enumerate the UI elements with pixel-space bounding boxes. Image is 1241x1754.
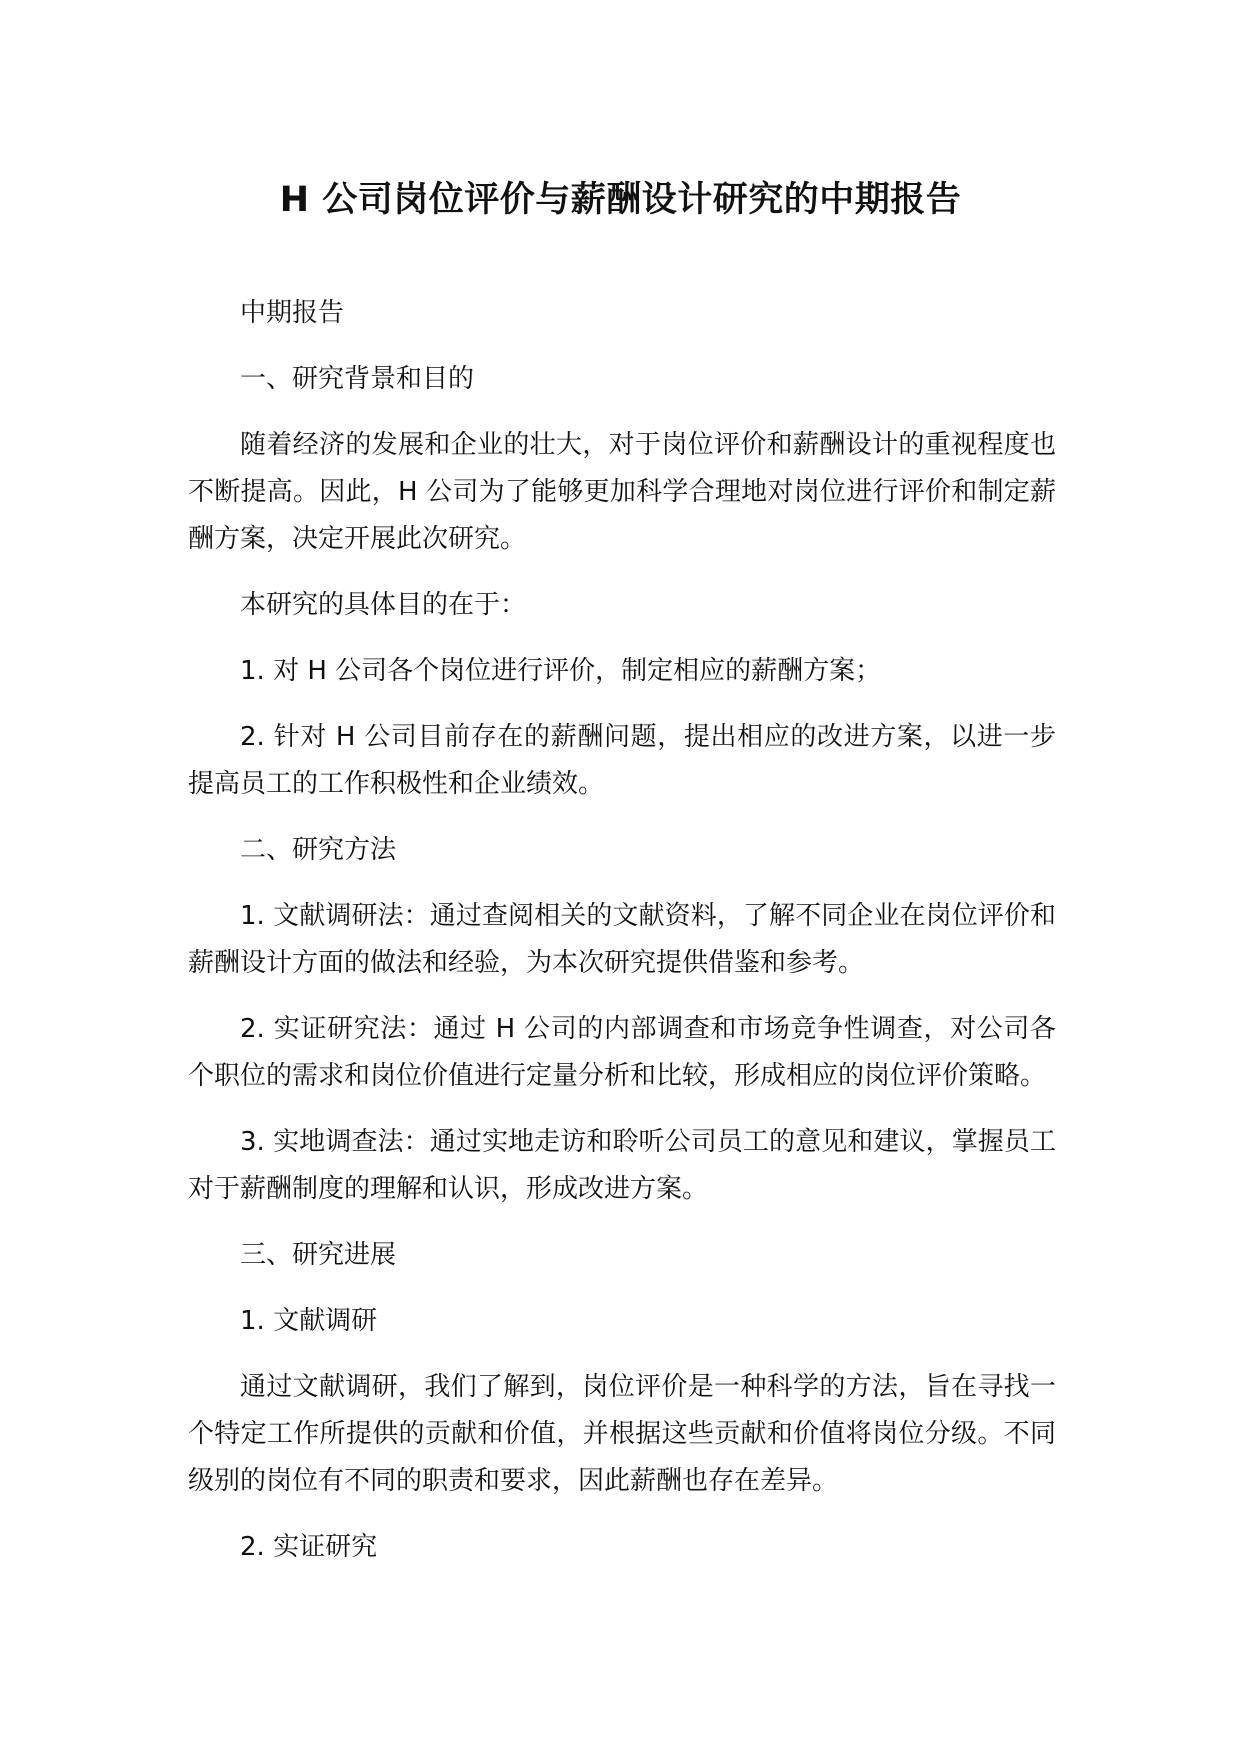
document-body [188,290,1056,1571]
document-title: H 公司岗位评价与薪酬设计研究的中期报告 [279,180,962,220]
paragraph: 本研究的具体目的在于： [240,590,527,620]
list-item: 2. 实证研究法：通过 H 公司的内部调查和市场竞争性调查，对公司各个职位的需求和岗位价值进行定量分析和比较，形成相应的岗位评价策略。 [188,1014,1056,1091]
section-heading: 一、研究背景和目的 [240,364,475,394]
section-heading: 三、研究进展 [240,1240,397,1270]
paragraph: 通过文献调研，我们了解到，岗位评价是一种科学的方法，旨在寻找一个特定工作所提供的贡献和价值，并根据这些贡献和价值将岗位分级。不同级别的岗位有不同的职责和要求，因此薪酬也存在差异。 [188,1372,1056,1496]
section-heading: 二、研究方法 [240,835,397,865]
list-item: 1. 文献调研法：通过查阅相关的文献资料，了解不同企业在岗位评价和薪酬设计方面的做法和经验，为本次研究提供借鉴和参考。 [188,901,1056,978]
list-item: 1. 对 H 公司各个岗位进行评价，制定相应的薪酬方案； [240,656,882,686]
list-item: 2. 针对 H 公司目前存在的薪酬问题，提出相应的改进方案，以进一步提高员工的工作积极性和企业绩效。 [188,722,1056,799]
paragraph: 中期报告 [240,298,345,328]
subsection-heading: 2. 实证研究 [240,1532,378,1562]
list-item: 3. 实地调查法：通过实地走访和聆听公司员工的意见和建议，掌握员工对于薪酬制度的理解和认识，形成改进方案。 [188,1127,1056,1204]
paragraph: 随着经济的发展和企业的壮大，对于岗位评价和薪酬设计的重视程度也不断提高。因此，H 公司为了能够更加科学合理地对岗位进行评价和制定薪酬方案，决定开展此次研究。 [188,430,1056,554]
subsection-heading: 1. 文献调研 [240,1306,378,1336]
